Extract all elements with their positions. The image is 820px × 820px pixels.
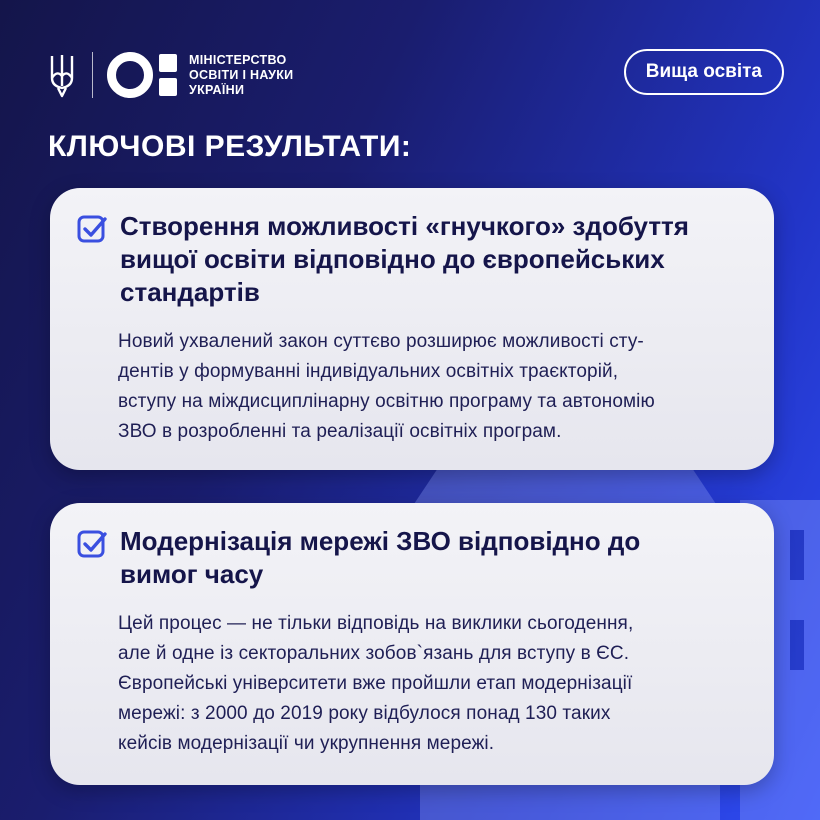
card-text-line: вступу на міждисциплінарну освітню програму та автономію — [118, 391, 655, 412]
card-text-line: але й одне із секторальних зобов`язань для вступу в ЄС. — [118, 643, 630, 664]
card-description — [118, 327, 746, 447]
ministry-line-1: МІНІСТЕРСТВО — [189, 52, 287, 67]
ministry-name — [189, 53, 293, 98]
trident-icon — [48, 52, 76, 98]
checkbox-checked-icon — [76, 213, 108, 245]
ministry-line-2: ОСВІТИ І НАУКИ — [189, 67, 294, 82]
card-title-line: вищої освіти відповідно до європейських — [120, 244, 665, 274]
checkbox-checked-icon — [76, 528, 108, 560]
card-text-line: ЗВО в розробленні та реалізації освітніх програм. — [118, 421, 562, 442]
card-text-line: Європейські університети вже пройшли етап модернізації — [118, 673, 633, 694]
card-title — [120, 210, 689, 309]
card-text-line: дентів у формуванні індивідуальних освітніх траєкторій, — [118, 361, 619, 382]
card-header — [76, 210, 746, 309]
card-text-line: Цей процес — не тільки відповідь на виклики сьогодення, — [118, 613, 634, 634]
card-text-line: Новий ухвалений закон суттєво розширює можливості сту- — [118, 331, 644, 352]
mon-logo-icon — [107, 52, 177, 98]
card-title-line: вимог часу — [120, 559, 264, 589]
card-title — [120, 525, 640, 591]
header — [48, 50, 293, 100]
card-text-line: кейсів модернізації чи укрупнення мережі. — [118, 733, 495, 754]
card-header — [76, 525, 746, 591]
section-title: КЛЮЧОВІ РЕЗУЛЬТАТИ: — [48, 130, 412, 163]
card-title-line: стандартів — [120, 277, 260, 307]
higher-education-tag-button[interactable]: Вища освіта — [624, 49, 784, 95]
card-text-line: мережі: з 2000 до 2019 року відбулося понад 130 таких — [118, 703, 611, 724]
result-card-1 — [50, 188, 774, 470]
header-divider — [92, 52, 93, 98]
result-card-2 — [50, 503, 774, 785]
card-description — [118, 609, 746, 759]
ministry-line-3: УКРАЇНИ — [189, 82, 245, 97]
card-title-line: Створення можливості «гнучкого» здобуття — [120, 211, 689, 241]
card-title-line: Модернізація мережі ЗВО відповідно до — [120, 526, 641, 556]
